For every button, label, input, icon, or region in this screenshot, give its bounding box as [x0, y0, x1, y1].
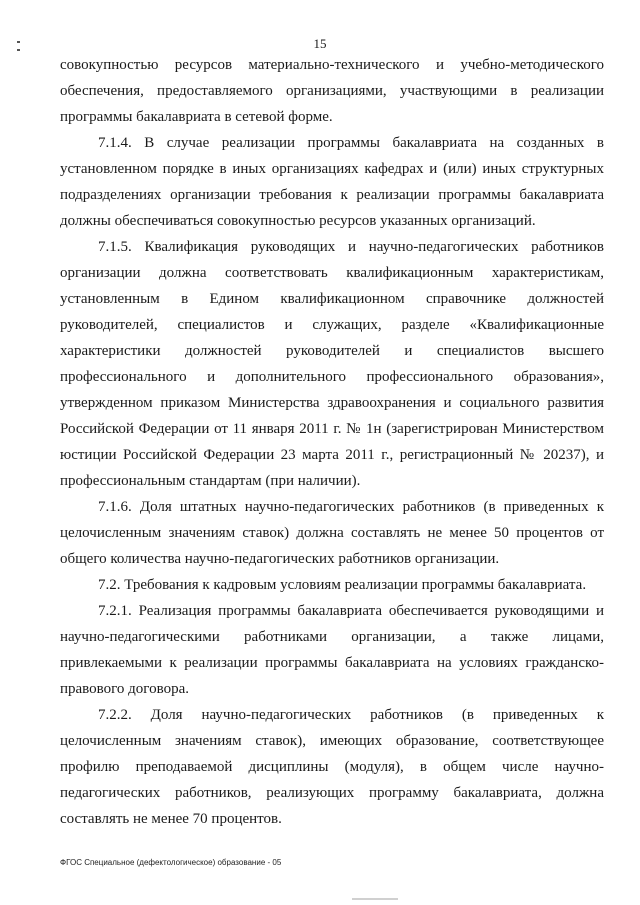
margin-mark: [17, 41, 20, 43]
paragraph: 7.2. Требования к кадровым условиям реализации программы бакалавриата.: [98, 577, 587, 593]
page-number: 15: [313, 36, 327, 51]
paragraph: 7.1.5. Квалификация руководящих и научно-педагогических работников организации должна соответствовать квалификационным характеристикам, установленным в Едином квалификационном справочнике должностей руководителей, специалистов и служащих, разделе «Квалификационные характеристики должностей руководителей и специалистов высшего профессионального и дополнительного профессионального образования», утвержденном приказом Министерства здравоохранения и социального развития Российской Федерации от 11 января 2011 г. № 1н (зарегистрирован Министерством юстиции Российской Федерации 23 марта 2011 г., регистрационный № 20237), и профессиональным стандартам (при наличии).: [60, 239, 604, 489]
margin-mark: [17, 49, 20, 51]
paragraph: 7.2.1. Реализация программы бакалавриата обеспечивается руководящими и научно-педагогическими работниками организации, а также лицами, привлекаемыми к реализации программы бакалавриата на условиях гражданско-правового договора.: [60, 603, 604, 697]
paragraph: 7.1.6. Доля штатных научно-педагогических работников (в приведенных к целочисленным значениям ставок) должна составлять не менее 50 процентов от общего количества научно-педагогических работников организации.: [60, 499, 604, 567]
paragraph: 7.2.2. Доля научно-педагогических работников (в приведенных к целочисленным значениям ставок), имеющих образование, соответствующее профилю преподаваемой дисциплины (модуля), в общем числе научно-педагогических работников, реализующих программу бакалавриата, должна составлять не менее 70 процентов.: [60, 707, 604, 827]
document-footer: ФГОС Специальное (дефектологическое) образование - 05: [60, 858, 282, 867]
paragraph: совокупностью ресурсов материально-технического и учебно-методического обеспечения, предоставляемого организациями, участвующими в реализации программы бакалавриата в сетевой форме.: [60, 57, 604, 125]
document-body: [60, 52, 604, 832]
scan-artifact: [352, 898, 398, 900]
paragraph: 7.1.4. В случае реализации программы бакалавриата на созданных в установленном порядке в иных организациях кафедрах и (или) иных структурных подразделениях организации требования к реализации программы бакалавриата должны обеспечиваться совокупностью ресурсов указанных организаций.: [60, 135, 604, 229]
